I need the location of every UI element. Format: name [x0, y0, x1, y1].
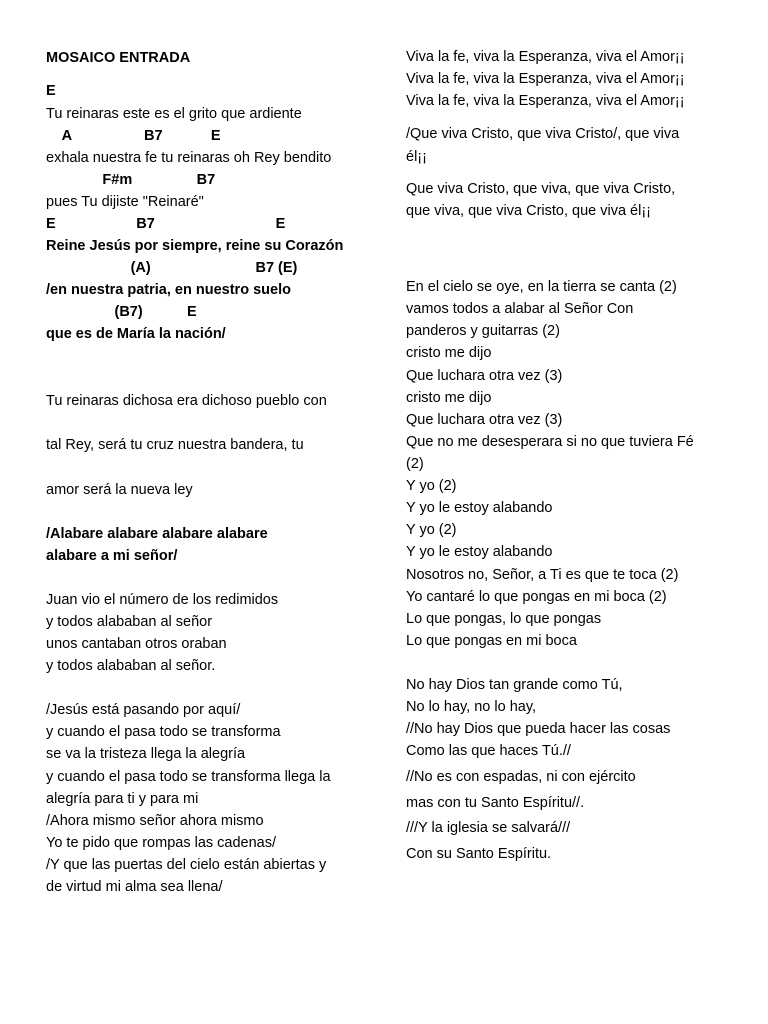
- lyric-line: Y yo le estoy alabando: [406, 500, 553, 516]
- lyric-line: ///Y la iglesia se salvará///: [406, 820, 571, 836]
- lyric-line: Y yo (2): [406, 478, 457, 494]
- lyric-line: //No hay Dios que pueda hacer las cosas: [406, 721, 671, 737]
- lyric-line: y cuando el pasa todo se transforma: [46, 724, 281, 740]
- chord-line: E: [46, 83, 56, 99]
- lyric-line: /en nuestra patria, en nuestro suelo: [46, 282, 291, 298]
- lyric-line: Yo cantaré lo que pongas en mi boca (2): [406, 589, 667, 605]
- lyric-line: Que luchara otra vez (3): [406, 368, 563, 384]
- chord-line: A B7 E: [46, 128, 221, 144]
- lyric-line: Que luchara otra vez (3): [406, 412, 563, 428]
- lyric-line: Nosotros no, Señor, a Ti es que te toca (2): [406, 567, 679, 583]
- lyric-line: Juan vio el número de los redimidos: [46, 592, 279, 608]
- lyric-line: tal Rey, será tu cruz nuestra bandera, tu: [46, 437, 304, 453]
- lyric-line: Viva la fe, viva la Esperanza, viva el Amor¡¡: [406, 49, 685, 65]
- lyric-line: se va la tristeza llega la alegría: [46, 746, 246, 762]
- chord-line: (A) B7 (E): [46, 260, 298, 276]
- lyric-line: que viva, que viva Cristo, que viva él¡¡: [406, 203, 651, 219]
- lyric-line: (2): [406, 456, 424, 472]
- lyric-line: cristo me dijo: [406, 345, 492, 361]
- lyric-line: panderos y guitarras (2): [406, 323, 560, 339]
- lyric-line: No hay Dios tan grande como Tú,: [406, 677, 623, 693]
- lyric-line: Con su Santo Espíritu.: [406, 846, 552, 862]
- lyric-line: Tu reinaras este es el grito que ardiente: [46, 106, 302, 122]
- lyric-line: y todos alababan al señor.: [46, 658, 216, 674]
- lyric-line: exhala nuestra fe tu reinaras oh Rey bendito: [46, 150, 332, 166]
- lyric-line: En el cielo se oye, en la tierra se canta (2): [406, 279, 677, 295]
- chord-line: (B7) E: [46, 304, 197, 320]
- lyric-line: él¡¡: [406, 149, 427, 165]
- chord-line: F#m B7: [46, 172, 216, 188]
- lyric-line: //No es con espadas, ni con ejército: [406, 769, 636, 785]
- lyric-line: Que no me desesperara si no que tuviera Fé: [406, 434, 694, 450]
- song-title: MOSAICO ENTRADA: [46, 50, 191, 66]
- lyric-line: /Y que las puertas del cielo están abiertas y: [46, 857, 327, 873]
- chord-line: E B7 E: [46, 216, 286, 232]
- lyric-line: No lo hay, no lo hay,: [406, 699, 537, 715]
- lyric-line: Y yo (2): [406, 522, 457, 538]
- lyric-line: Lo que pongas, lo que pongas: [406, 611, 602, 627]
- lyric-line: vamos todos a alabar al Señor Con: [406, 301, 634, 317]
- lyric-line: que es de María la nación/: [46, 326, 226, 342]
- lyric-line: Que viva Cristo, que viva, que viva Cristo,: [406, 181, 676, 197]
- lyric-line: unos cantaban otros oraban: [46, 636, 227, 652]
- lyric-line: amor será la nueva ley: [46, 482, 193, 498]
- lyric-line: de virtud mi alma sea llena/: [46, 879, 223, 895]
- lyric-line: alabare a mi señor/: [46, 548, 178, 564]
- lyric-line: /Jesús está pasando por aquí/: [46, 702, 241, 718]
- lyric-line: Viva la fe, viva la Esperanza, viva el Amor¡¡: [406, 93, 685, 109]
- lyric-line: Lo que pongas en mi boca: [406, 633, 577, 649]
- lyric-line: Y yo le estoy alabando: [406, 544, 553, 560]
- lyric-line: y cuando el pasa todo se transforma llega la: [46, 769, 331, 785]
- lyric-line: mas con tu Santo Espíritu//.: [406, 795, 585, 811]
- lyric-line: Como las que haces Tú.//: [406, 743, 571, 759]
- lyric-line: /Ahora mismo señor ahora mismo: [46, 813, 264, 829]
- lyric-line: Reine Jesús por siempre, reine su Corazón: [46, 238, 344, 254]
- lyric-line: Yo te pido que rompas las cadenas/: [46, 835, 277, 851]
- lyric-line: Tu reinaras dichosa era dichoso pueblo con: [46, 393, 327, 409]
- lyric-line: Viva la fe, viva la Esperanza, viva el Amor¡¡: [406, 71, 685, 87]
- lyric-line: /Que viva Cristo, que viva Cristo/, que viva: [406, 126, 680, 142]
- lyric-line: cristo me dijo: [406, 390, 492, 406]
- lyric-line: pues Tu dijiste "Reinaré": [46, 194, 204, 210]
- lyric-line: /Alabare alabare alabare alabare: [46, 526, 268, 542]
- lyric-line: alegría para ti y para mi: [46, 791, 199, 807]
- lyric-line: y todos alababan al señor: [46, 614, 213, 630]
